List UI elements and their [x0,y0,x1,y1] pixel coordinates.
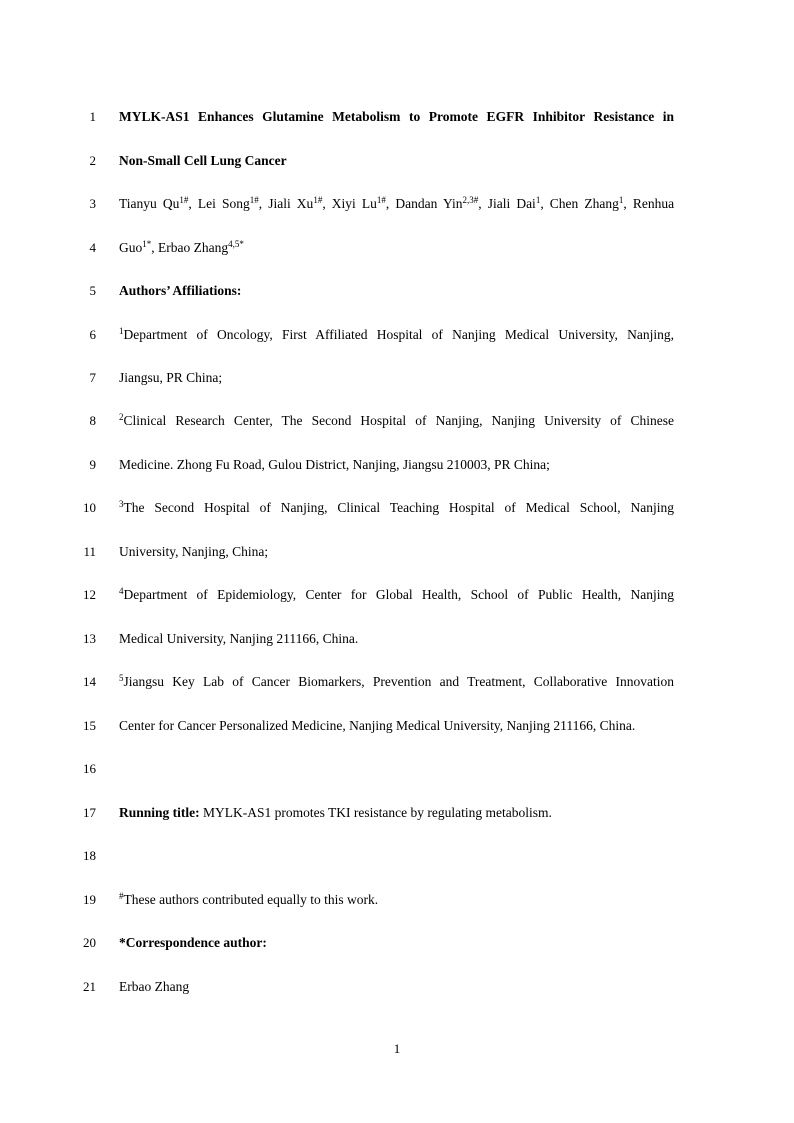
manuscript-line [0,497,794,519]
affiliation-mark: 2 [119,412,124,422]
line-number: 19 [83,892,96,907]
affiliation-2 [119,410,674,432]
running-title-label: Running title: [119,805,200,820]
author-affiliation-mark: 2,3# [462,195,479,205]
author-affiliation-mark: 4,5* [228,239,244,249]
affiliation-mark: 1 [119,326,124,336]
manuscript-line [0,584,794,606]
line-number: 3 [89,196,96,211]
affiliation-5 [119,671,674,693]
line-number: 10 [83,500,96,515]
author-name: Tianyu Qu [119,196,180,211]
line-number: 17 [83,805,96,820]
line-number: 21 [83,979,96,994]
manuscript-line [0,671,794,693]
author-affiliation-mark: 1 [535,195,541,205]
author-name-part: Renhua [632,196,674,211]
line-number: 16 [83,761,96,776]
manuscript-line [0,802,794,824]
manuscript-line [0,889,794,911]
line-number: 12 [83,587,96,602]
manuscript-line [0,715,794,737]
affiliation-text: Department of Oncology, First Affiliated Hospital of Nanjing Medical University, Nanjing, [123,327,674,342]
line-number: 9 [89,457,96,472]
line-number: 6 [89,327,96,342]
correspondence-name: Erbao Zhang [119,979,190,994]
manuscript-line [0,237,794,259]
line-number: 4 [89,240,96,255]
affiliation-text: Jiangsu Key Lab of Cancer Biomarkers, Prevention and Treatment, Collaborative Innovation [123,674,674,689]
author-name: Lei Song [197,196,250,211]
equal-contribution-note [119,889,674,911]
author-affiliation-mark: 1* [142,239,152,249]
author-name: Erbao Zhang [158,240,229,255]
affiliation-text: Department of Epidemiology, Center for Global Health, School of Public Health, Nanjing [123,587,674,602]
manuscript-line [0,845,794,867]
line-number: 18 [83,848,96,863]
line-number: 8 [89,413,96,428]
manuscript-line [0,280,794,302]
paper-title-line-1: MYLK-AS1 Enhances Glutamine Metabolism to Promote EGFR Inhibitor Resistance in [119,109,674,124]
paper-title-line-2: Non-Small Cell Lung Cancer [119,153,287,168]
equal-contribution-mark: # [119,891,124,901]
equal-contribution-text: These authors contributed equally to this work. [123,892,379,907]
manuscript-line [0,367,794,389]
manuscript-line [0,410,794,432]
affiliation-text: The Second Hospital of Nanjing, Clinical Teaching Hospital of Medical School, Nanjing [123,500,674,515]
manuscript-line [0,541,794,563]
author-affiliation-mark: 1 [618,195,624,205]
author-affiliation-mark: 1# [179,195,189,205]
author-name: Jiali Dai [487,196,536,211]
line-number: 13 [83,631,96,646]
running-title [119,802,674,824]
affiliation-1 [119,324,674,346]
line-number: 15 [83,718,96,733]
author-name: Dandan Yin [395,196,463,211]
author-list-continued: Guo$^{1*}$, Erbao Zhang$^{4,5*}$ [119,239,244,255]
line-number: 1 [89,109,96,124]
affiliation-mark: 5 [119,673,124,683]
manuscript-line [0,150,794,172]
affiliation-text: Clinical Research Center, The Second Hospital of Nanjing, Nanjing University of Chinese [123,413,674,428]
line-number: 2 [89,153,96,168]
affiliation-mark: 3 [119,499,124,509]
manuscript-line [0,932,794,954]
running-title-text: MYLK-AS1 promotes TKI resistance by regulating metabolism. [203,805,552,820]
manuscript-line [0,758,794,780]
line-number: 7 [89,370,96,385]
manuscript-line [0,106,794,128]
correspondence-heading: *Correspondence author: [119,935,267,950]
line-number: 14 [83,674,96,689]
author-list: Tianyu $Qu^{1\#}$, Lei Song$^{1\#}$, Jiali $Xu^{1\#}$, Xiyi $Lu^{1\#}$, Dandan Yin$^{2,3\#}$, Jiali Dai$^1$, Chen Zhang$^1$, Renhua [119,195,674,211]
affiliation-text: Medicine. Zhong Fu Road, Gulou District, Nanjing, Jiangsu 210003, PR China; [119,457,550,472]
author-affiliation-mark: 1# [249,195,259,205]
manuscript-line [0,976,794,998]
line-number: 11 [83,544,96,559]
author-name: Chen Zhang [549,196,619,211]
affiliation-4 [119,584,674,606]
affiliations-heading: Authors’ Affiliations: [119,283,242,298]
affiliation-text: Center for Cancer Personalized Medicine, Nanjing Medical University, Nanjing 211166, China. [119,718,636,733]
author-name: Xiyi Lu [331,196,377,211]
line-number: 20 [83,935,96,950]
manuscript-line [0,324,794,346]
manuscript-line [0,193,794,215]
manuscript-line [0,628,794,650]
affiliation-text: University, Nanjing, China; [119,544,269,559]
affiliation-3 [119,497,674,519]
author-affiliation-mark: 1# [376,195,386,205]
manuscript-line [0,454,794,476]
author-affiliation-mark: 1# [313,195,323,205]
affiliation-text: Jiangsu, PR China; [119,370,223,385]
affiliation-mark: 4 [119,586,124,596]
page-number: 1 [393,1041,401,1056]
affiliation-text: Medical University, Nanjing 211166, China. [119,631,359,646]
author-name-part: Guo [119,240,143,255]
line-number: 5 [89,283,96,298]
author-name: Jiali Xu [268,196,314,211]
